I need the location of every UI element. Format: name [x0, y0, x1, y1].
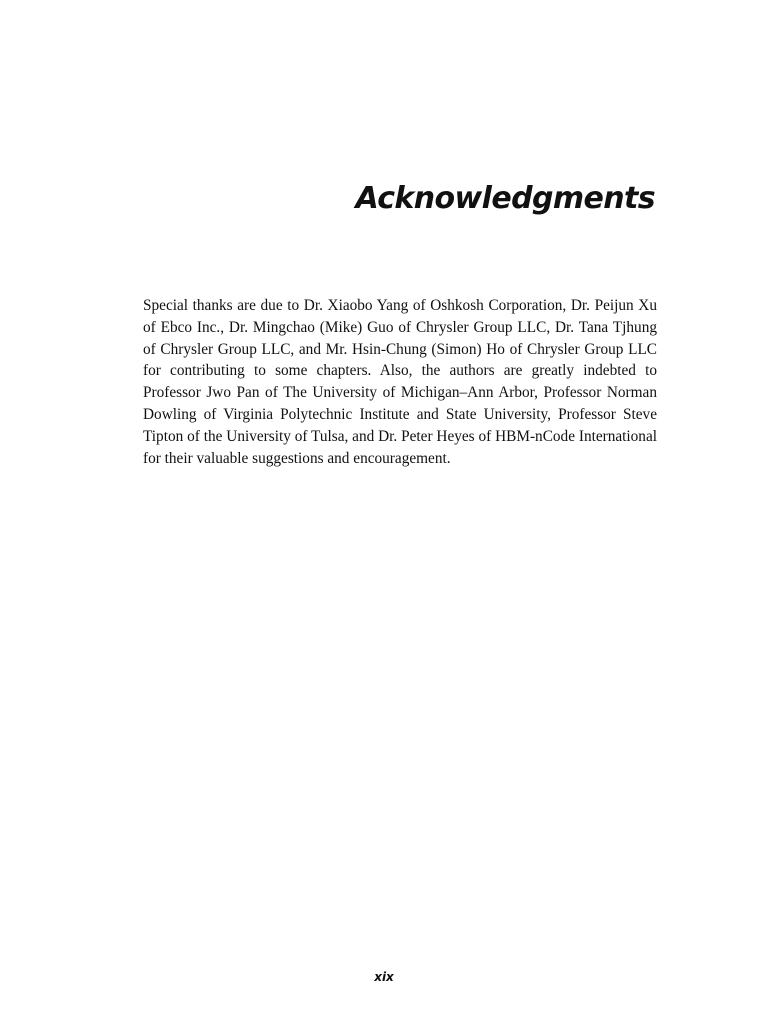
page-title: Acknowledgments — [355, 181, 655, 216]
acknowledgments-paragraph: Special thanks are due to Dr. Xiaobo Yang of Oshkosh Corporation, Dr. Peijun Xu of Ebco Inc., Dr. Mingchao (Mike) Guo of Chrysler Group LLC, Dr. Tana Tjhung of Chrysler Group LLC, and Mr. Hsin-Chung (Simon) Ho of Chrysler Group LLC for contributing to some chapters. Also, the authors are greatly indebted to Professor Jwo Pan of The University of Michigan–Ann Arbor, Professor Norman Dowling of Virginia Polytechnic Institute and State University, Professor Steve Tipton of the University of Tulsa, and Dr. Peter Heyes of HBM-nCode International for their valuable suggestions and encouragement. — [143, 297, 657, 467]
page-number: xix — [374, 970, 394, 984]
